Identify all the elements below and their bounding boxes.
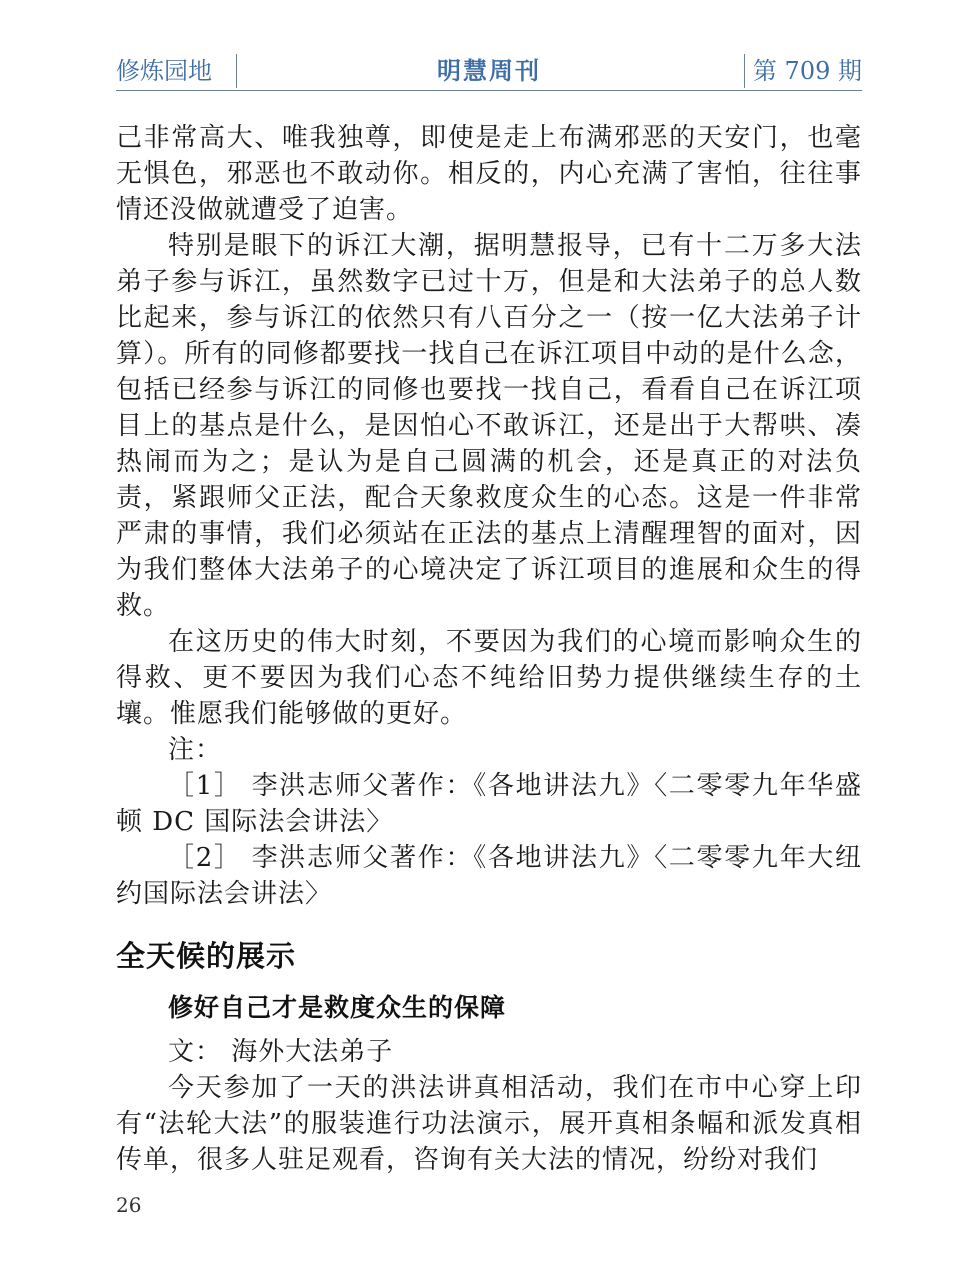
header-divider-right (744, 54, 745, 88)
notes-label: 注： (168, 735, 223, 765)
page-number: 26 (116, 1193, 142, 1217)
paragraph: 特别是眼下的诉江大潮，据明慧报导，已有十二万多大法弟子参与诉江，虽然数字已过十万，但是和大法弟子的总人数比起来，参与诉江的依然只有八百分之一（按一亿大法弟子计算）。所有的同修都要找一找自己在诉江项目中动的是什么念，包括已经参与诉江的同修也要找一找自己，看看自己在诉江项目上的基点是什么，是因怕心不敢诉江，还是出于大帮哄、凑热闹而为之；是认为是自己圆满的机会，还是真正的对法负责，紧跟师父正法，配合天象救度众生的心态。这是一件非常严肃的事情，我们必须站在正法的基点上清醒理智的面对，因为我们整体大法弟子的心境决定了诉江项目的進展和众生的得救。 (116, 231, 862, 621)
paragraph: 今天参加了一天的洪法讲真相活动，我们在市中心穿上印有“法轮大法”的服装進行功法演示，展开真相条幅和派发真相传单，很多人驻足观看，咨询有关大法的情况，纷纷对我们 (116, 1073, 862, 1175)
page-header (116, 50, 862, 91)
section-heading: 全天候的展示 (116, 939, 297, 973)
footnote-2: ［2］ 李洪志师父著作：《各地讲法九》〈二零零九年大纽约国际法会讲法〉 (116, 843, 862, 909)
footnote-1: ［1］ 李洪志师父著作：《各地讲法九》〈二零零九年华盛顿 DC 国际法会讲法〉 (116, 771, 862, 837)
paragraph: 在这历史的伟大时刻，不要因为我们的心境而影响众生的得救、更不要因为我们心态不纯给旧势力提供继续生存的土壤。惟愿我们能够做的更好。 (116, 627, 862, 729)
issue-number: 第 709 期 (752, 57, 862, 85)
page-body (116, 120, 862, 1178)
section-name: 修炼园地 (116, 57, 212, 85)
publication-title: 明慧周刊 (437, 57, 541, 85)
paragraph-continued: 己非常高大、唯我独尊，即使是走上布满邪恶的天安门，也毫无惧色，邪恶也不敢动你。相反的，内心充满了害怕，往往事情还没做就遭受了迫害。 (116, 123, 862, 225)
article-byline: 文： 海外大法弟子 (168, 1037, 394, 1067)
article-title: 修好自己才是救度众生的保障 (168, 993, 507, 1022)
